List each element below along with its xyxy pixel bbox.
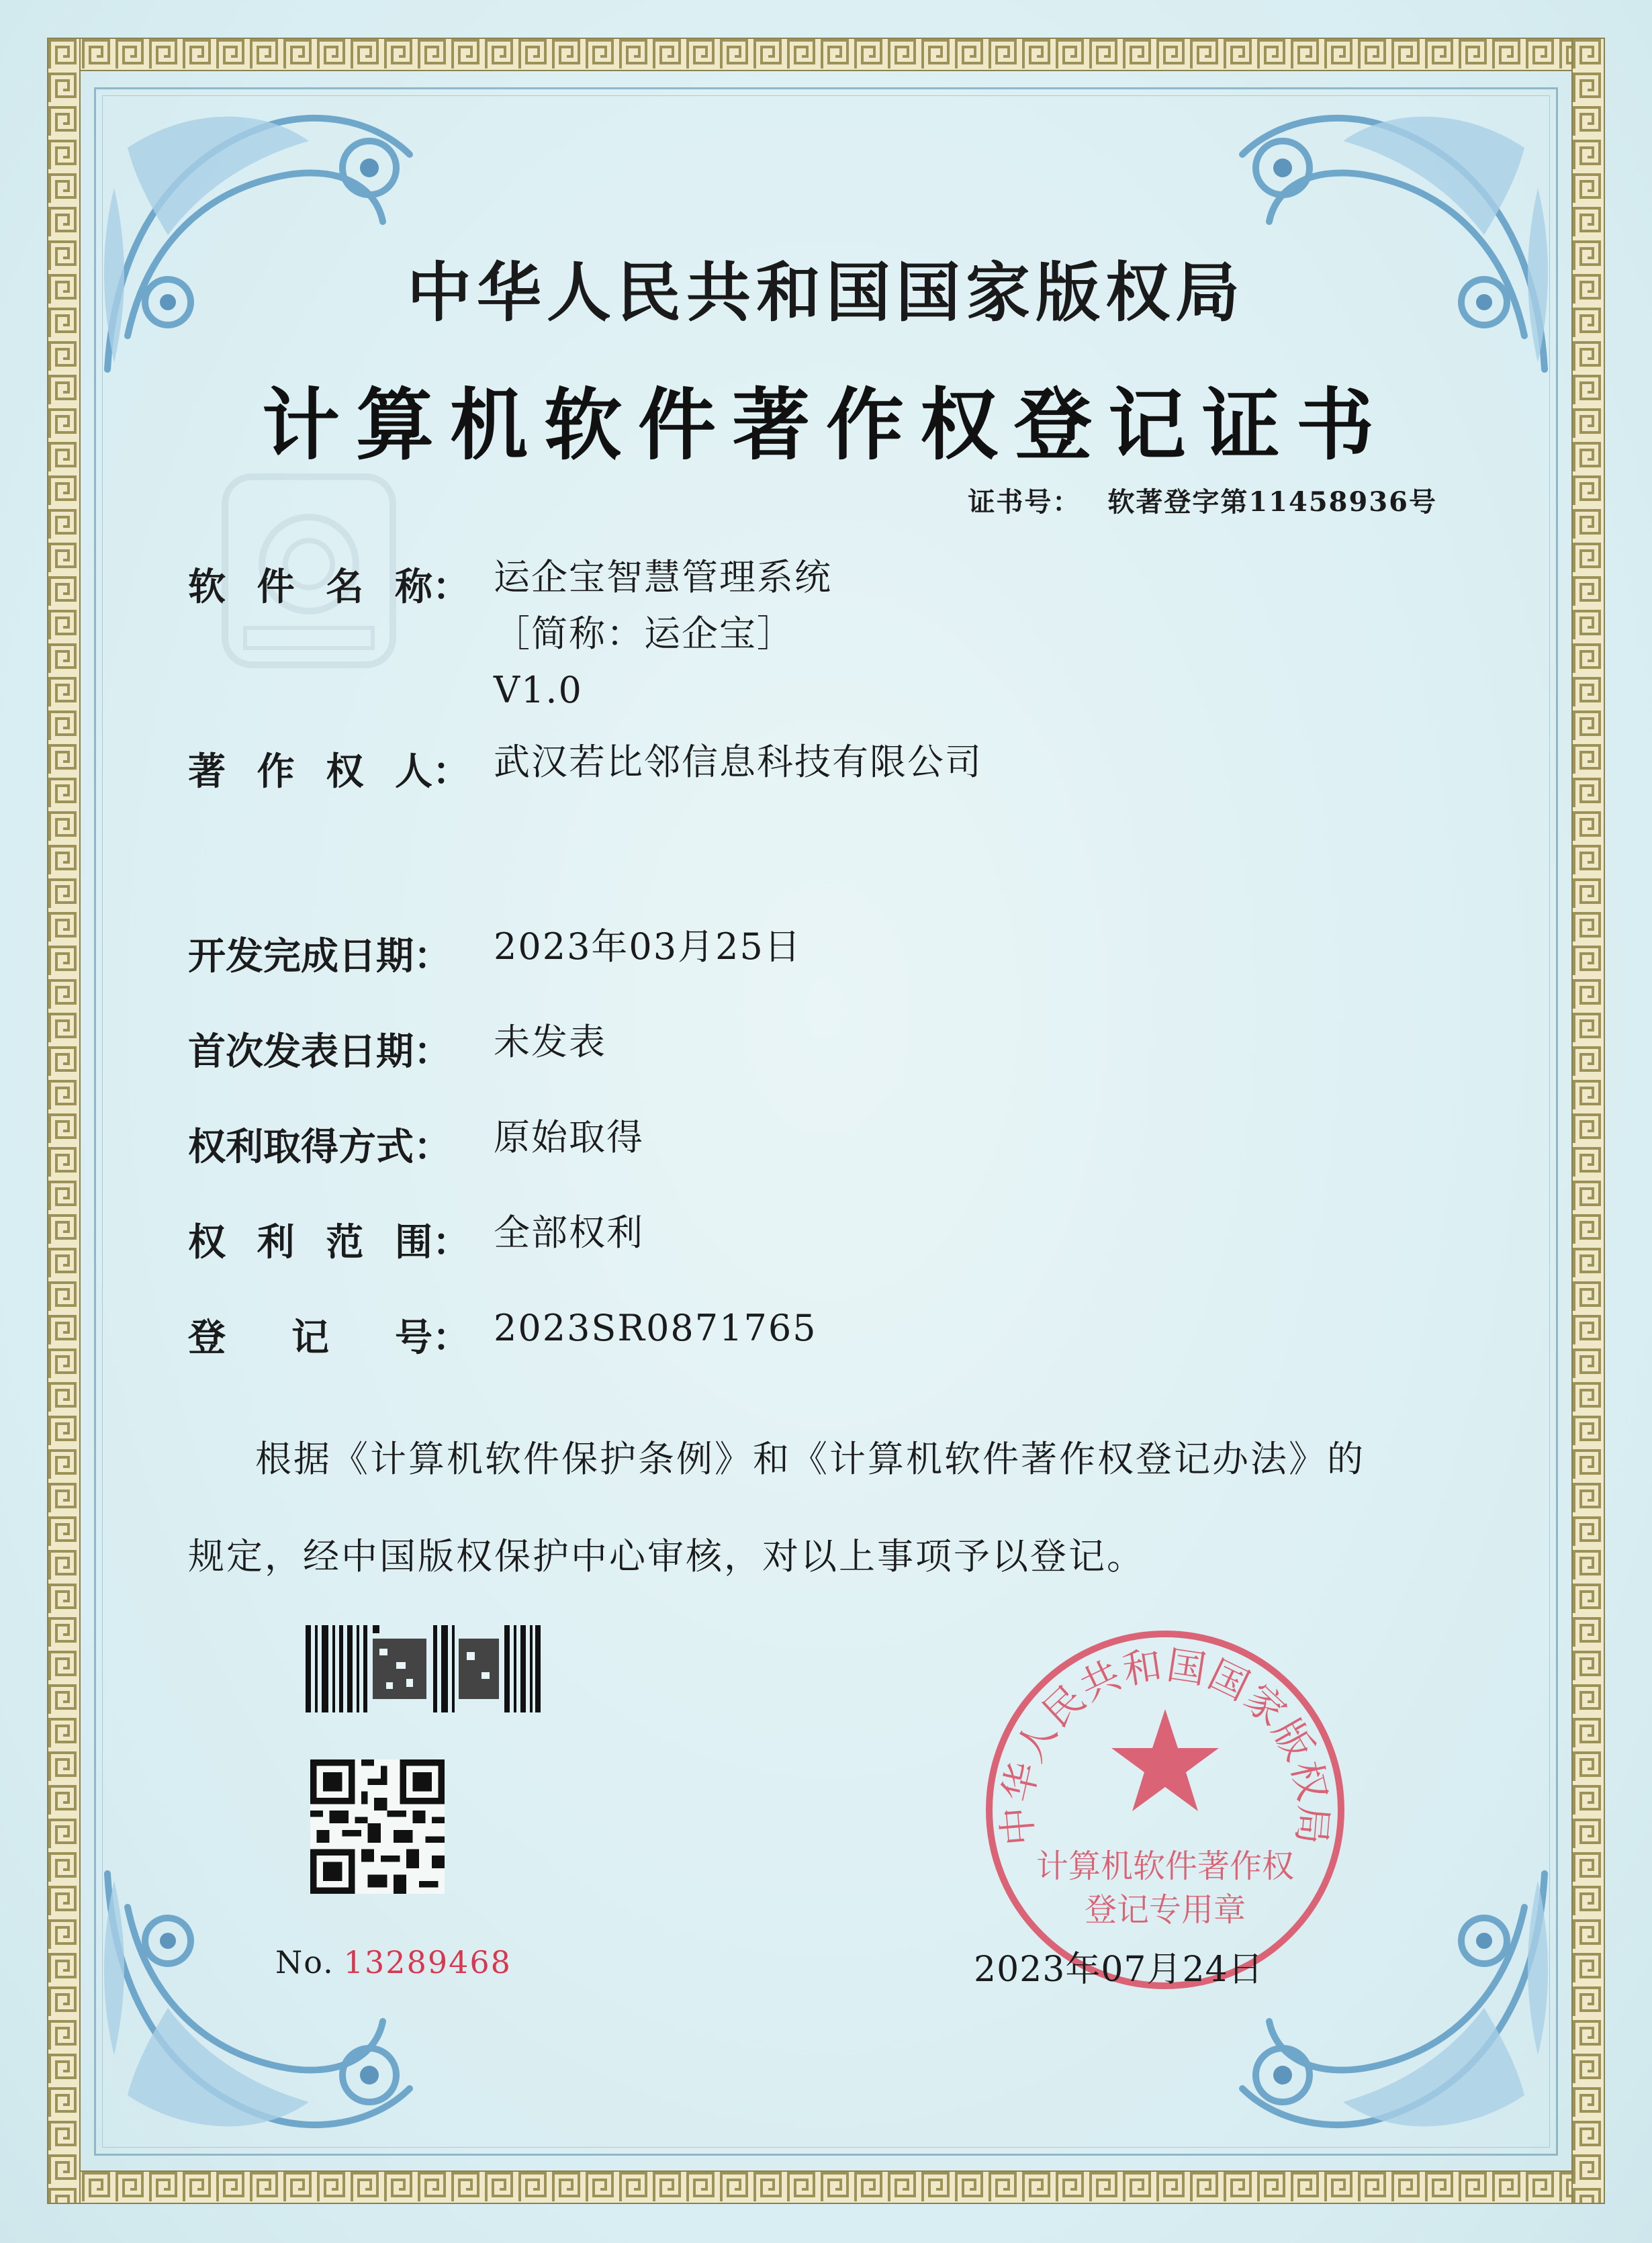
seal-ring-text: 中华人民共和国国家版权局 [993,1641,1337,1848]
legal-basis-line-1: 根据《计算机软件保护条例》和《计算机软件著作权登记办法》的 [255,1438,1365,1480]
certificate-number-value: 软著登字第11458936号 [1107,486,1437,518]
issuing-authority: 中华人民共和国国家版权局 [407,255,1245,330]
first-publication-label: 首次发表日期： [188,1030,451,1074]
barcode-icon [306,1625,541,1712]
software-version: V1.0 [494,669,583,711]
completion-date-label: 开发完成日期： [188,935,451,978]
certificate-serial [275,1944,512,1980]
software-name-label: 软 件 名 称： [188,565,470,609]
software-name-value [494,549,832,719]
software-short-name: ［简称：运企宝］ [494,612,794,655]
copyright-owner-label: 著 作 权 人： [188,750,470,794]
border-top [47,38,1605,71]
acquisition-method-label: 权利取得方式： [188,1126,451,1169]
rights-scope-value: 全部权利 [494,1211,644,1254]
certificate-number-label: 证书号： [968,486,1081,518]
copyright-owner-value: 武汉若比邻信息科技有限公司 [494,741,982,783]
registration-number-value: 2023SR0871765 [494,1307,817,1349]
serial-number: 13289468 [343,1944,512,1980]
border-bottom [47,2170,1605,2204]
issue-date: 2023年07月24日 [974,1950,1264,1990]
qr-code-icon [310,1759,445,1894]
acquisition-method-value: 原始取得 [494,1116,644,1158]
seal-line-1: 计算机软件著作权 [1036,1847,1295,1885]
certificate-number [968,481,1437,519]
first-publication-value: 未发表 [494,1021,606,1063]
legal-basis-line-2: 规定，经中国版权保护中心审核，对以上事项予以登记。 [188,1535,1145,1577]
registration-number-label: 登 记 号： [188,1316,470,1360]
completion-date-value: 2023年03月25日 [494,925,802,968]
certificate-title: 计算机软件著作权登记证书 [262,380,1390,471]
seal-line-2: 登记专用章 [1084,1891,1246,1929]
software-full-name: 运企宝智慧管理系统 [494,556,832,598]
rights-scope-label: 权 利 范 围： [188,1221,470,1265]
seal-star-icon [1111,1709,1219,1811]
serial-prefix: No. [275,1944,334,1980]
